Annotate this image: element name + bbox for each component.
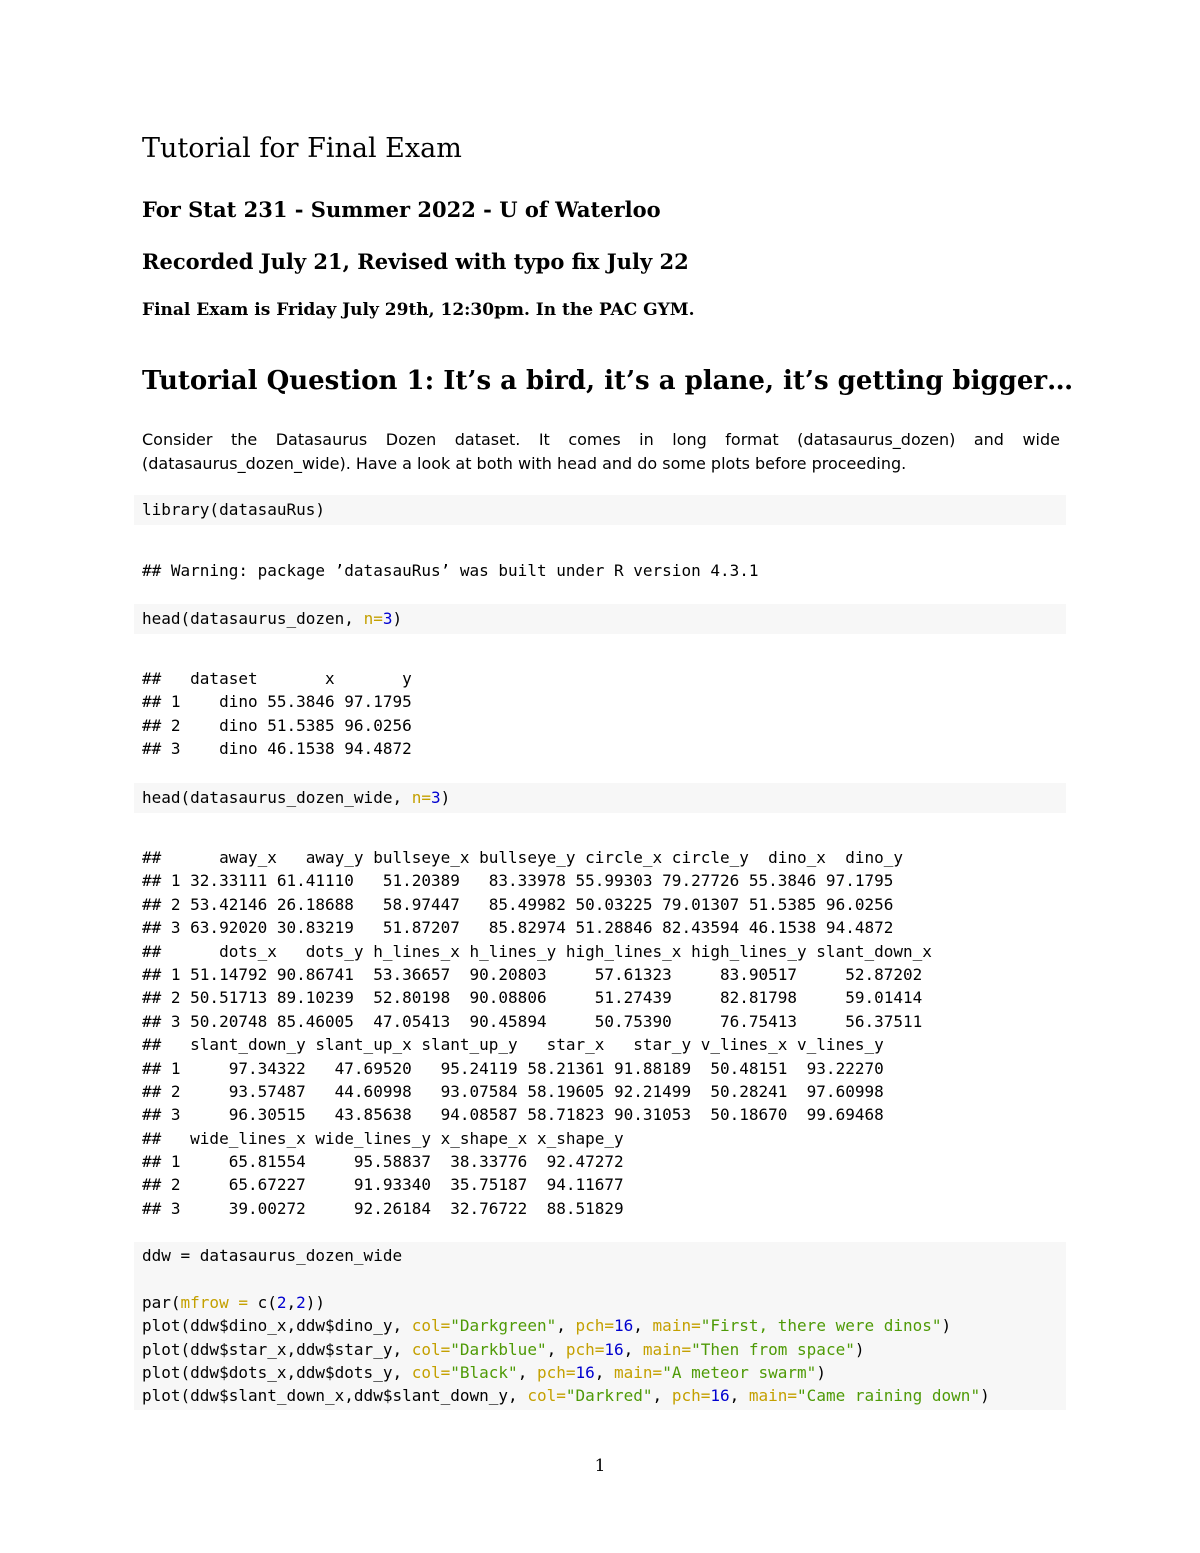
code-token: head(datasaurus_dozen, [142,609,364,628]
code-number: 16 [575,1362,595,1382]
code-number: 2 [296,1292,306,1312]
code-line [142,1338,1066,1361]
code-arg: main= [642,1339,692,1359]
code-arg: mfrow = [180,1292,258,1312]
code-string: "Darkblue" [450,1339,547,1359]
code-token: , [633,1316,653,1336]
code-token: plot(ddw$dino_x,ddw$dino_y, [142,1316,412,1336]
output-head-long [142,667,412,761]
code-token: c( [257,1292,277,1312]
code-chunk-head-wide [134,783,1066,813]
code-token: , [594,1362,615,1382]
warning-output [142,559,759,582]
output-line: ## 3 39.00272 92.26184 32.76722 88.51829 [142,1198,624,1218]
code-token: ) [440,788,451,807]
code-token: plot(ddw$slant_down_x,ddw$slant_down_y, [142,1386,528,1406]
code-arg: col= [411,1339,451,1359]
output-line: ## 3 50.20748 85.46005 47.05413 90.45894 50.75390 76.75413 56.37511 [142,1011,923,1031]
output-line: ## 2 50.51713 89.10239 52.80198 90.08806 51.27439 82.81798 59.01414 [142,988,923,1008]
output-line: ## wide_lines_x wide_lines_y x_shape_x x_shape_y [142,1128,624,1148]
code-string: "Came raining down" [797,1386,981,1406]
code-line: library(datasauRus) [142,500,326,519]
code-line [142,1384,1066,1407]
code-token: ) [980,1386,990,1406]
code-token: plot(ddw$star_x,ddw$star_y, [142,1339,412,1359]
output-line: ## dots_x dots_y h_lines_x h_lines_y high_lines_x high_lines_y slant_down_x [142,941,932,961]
code-line [142,1314,1066,1337]
code-chunk-library [134,495,1066,525]
output-line: ## 2 dino 51.5385 96.0256 [142,715,412,735]
code-token: par( [142,1292,181,1312]
output-line: ## 1 dino 55.3846 97.1795 [142,692,412,712]
code-number: 16 [614,1316,634,1336]
exam-info: Final Exam is Friday July 29th, 12:30pm. In the PAC GYM. [142,300,695,320]
code-line [142,1361,1066,1384]
output-line: ## Warning: package ’datasauRus’ was built under R version 4.3.1 [142,561,759,580]
question-1-intro: Consider the Datasaurus Dozen dataset. It comes in long format (datasaurus_dozen) and wide (datasaurus_dozen_wide). Have a look at both with head and do some plots before proceeding. [142,430,1060,473]
code-number: 2 [276,1292,287,1312]
output-line: ## 3 63.92020 30.83219 51.87207 85.82974 51.28846 82.43594 46.1538 94.4872 [142,918,894,938]
code-arg: n= [411,788,431,807]
code-number: 16 [604,1339,624,1359]
code-token: ) [854,1339,865,1359]
code-blank-line [142,1267,1066,1290]
code-token: , [517,1362,537,1382]
output-line: ## away_x away_y bullseye_x bullseye_y circle_x circle_y dino_x dino_y [142,848,903,867]
code-arg: pch= [565,1339,605,1359]
output-line: ## 1 51.14792 90.86741 53.36657 90.20803 57.61323 83.90517 52.87202 [142,964,923,984]
output-line: ## 1 65.81554 95.58837 38.33776 92.47272 [142,1152,624,1172]
code-string: "Darkgreen" [450,1316,557,1336]
code-line [142,607,1066,630]
output-head-wide [142,846,932,1220]
output-line: ## dataset x y [142,669,412,688]
code-chunk-head-long [134,604,1066,634]
code-arg: pch= [671,1386,711,1406]
code-arg: col= [411,1362,451,1382]
output-line: ## 1 32.33111 61.41110 51.20389 83.33978 55.99303 79.27726 55.3846 97.1795 [142,871,894,891]
code-token: , [286,1292,297,1312]
output-line: ## 2 65.67227 91.93340 35.75187 94.11677 [142,1175,624,1195]
code-token: )) [305,1292,326,1312]
output-line: ## 2 93.57487 44.60998 93.07584 58.19605 92.21499 50.28241 97.60998 [142,1081,884,1101]
code-token: ) [392,609,403,628]
code-string: "Darkred" [565,1386,653,1406]
code-arg: pch= [575,1316,615,1336]
code-line [142,1291,1066,1314]
page-title: Tutorial for Final Exam [142,133,462,164]
code-token: , [729,1386,749,1406]
code-arg: main= [652,1316,701,1336]
code-arg: main= [748,1386,798,1406]
code-arg: n= [363,609,383,628]
question-1-title: Tutorial Question 1: It’s a bird, it’s a plane, it’s getting bigger… [142,366,1074,396]
output-line: ## slant_down_y slant_up_x slant_up_y star_x star_y v_lines_x v_lines_y [142,1035,884,1055]
code-number: 16 [710,1386,730,1406]
code-line: ddw = datasaurus_dozen_wide [142,1246,403,1265]
code-line [142,786,1066,809]
code-number: 3 [382,609,393,628]
course-subtitle: For Stat 231 - Summer 2022 - U of Waterloo [142,197,661,222]
output-line: ## 1 97.34322 47.69520 95.24119 58.21361 91.88189 50.48151 93.22270 [142,1058,884,1078]
code-token: head(datasaurus_dozen_wide, [142,788,412,807]
output-line: ## 2 53.42146 26.18688 58.97447 85.49982 50.03225 79.01307 51.5385 96.0256 [142,894,894,914]
page-number: 1 [594,1456,606,1476]
code-token: plot(ddw$dots_x,ddw$dots_y, [142,1362,412,1382]
code-token: , [556,1316,576,1336]
code-string: "First, there were dinos" [700,1316,942,1336]
code-arg: col= [411,1316,451,1336]
code-string: "Black" [450,1362,518,1382]
code-arg: pch= [536,1362,576,1382]
recorded-subtitle: Recorded July 21, Revised with typo fix July 22 [142,249,689,274]
code-token: , [652,1386,672,1406]
code-arg: main= [614,1362,663,1382]
code-string: "Then from space" [691,1339,855,1359]
code-token: ) [941,1316,952,1336]
code-token: , [623,1339,643,1359]
code-token: ) [816,1362,826,1382]
code-number: 3 [430,788,441,807]
code-arg: col= [527,1386,566,1406]
code-string: "A meteor swarm" [662,1362,817,1382]
output-line: ## 3 96.30515 43.85638 94.08587 58.71823 90.31053 50.18670 99.69468 [142,1105,884,1125]
code-token: , [546,1339,566,1359]
output-line: ## 3 dino 46.1538 94.4872 [142,739,412,759]
code-chunk-plots [134,1242,1066,1410]
